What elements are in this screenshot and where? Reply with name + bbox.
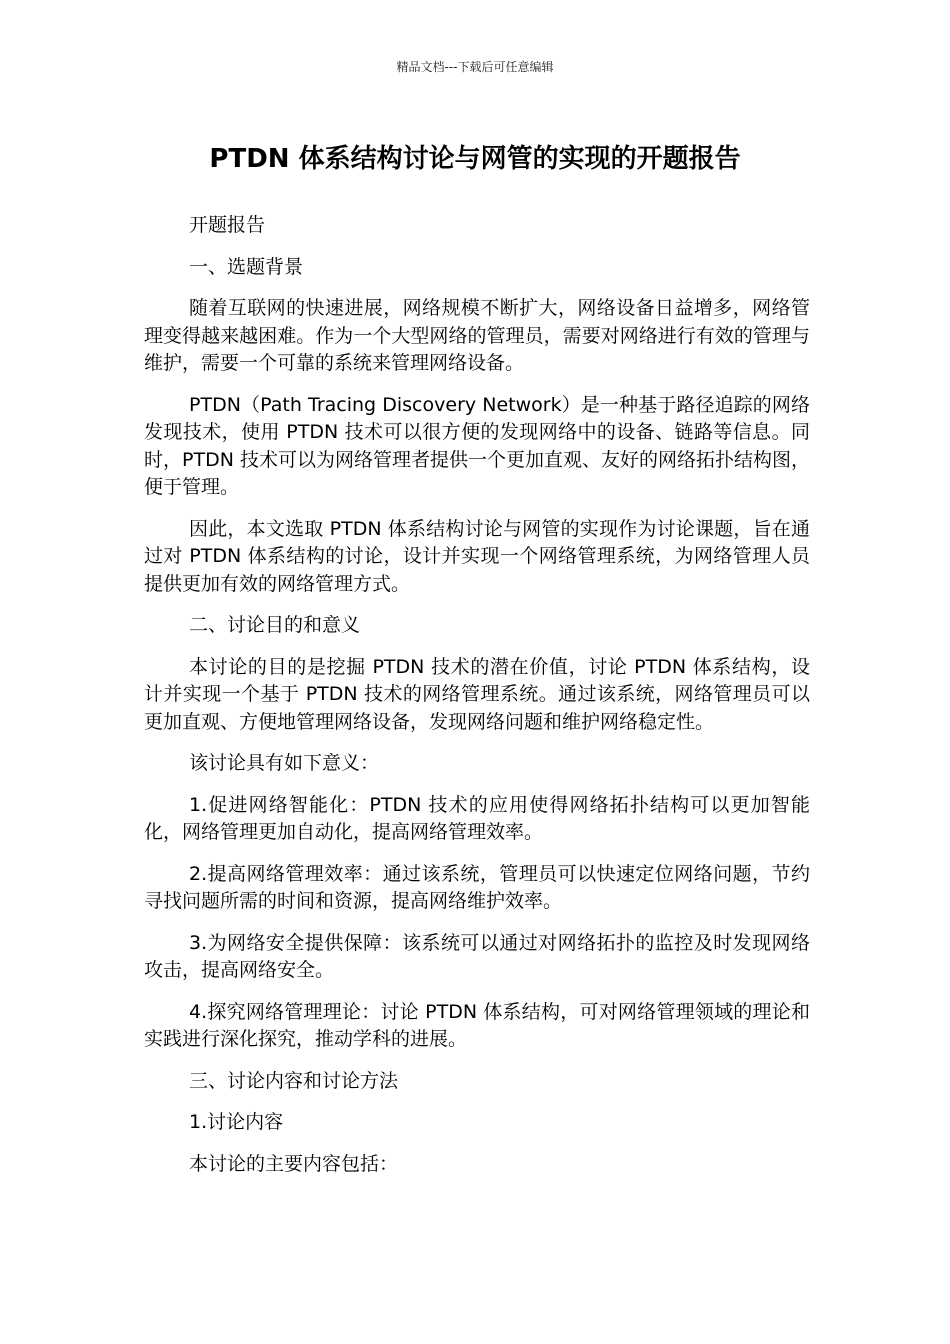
- paragraph: 1.促进网络智能化：PTDN 技术的应用使得网络拓扑结构可以更加智能化，网络管理更加自动化，提高网络管理效率。: [144, 793, 810, 843]
- paragraph: 3.为网络安全提供保障：该系统可以通过对网络拓扑的监控及时发现网络攻击，提高网络安全。: [144, 931, 810, 981]
- paragraph: 因此，本文选取 PTDN 体系结构讨论与网管的实现作为讨论课题，旨在通过对 PTDN 体系结构的讨论，设计并实现一个网络管理系统，为网络管理人员提供更加有效的网络管理方式。: [144, 517, 810, 595]
- section-heading: 一、选题背景: [189, 255, 304, 278]
- section-heading: 该讨论具有如下意义：: [189, 752, 380, 774]
- document-title: PTDN 体系结构讨论与网管的实现的开题报告: [209, 144, 741, 174]
- paragraph: 4.探究网络管理理论：讨论 PTDN 体系结构，可对网络管理领域的理论和实践进行深化探究，推动学科的进展。: [144, 1000, 810, 1050]
- section-heading: 1.讨论内容: [189, 1111, 284, 1133]
- document-body: [144, 212, 810, 1192]
- paragraph: 随着互联网的快速进展，网络规模不断扩大，网络设备日益增多，网络管理变得越来越困难。作为一个大型网络的管理员，需要对网络进行有效的管理与维护，需要一个可靠的系统来管理网络设备。: [144, 297, 810, 374]
- section-heading: 本讨论的主要内容包括：: [189, 1152, 399, 1175]
- paragraph: 本讨论的目的是挖掘 PTDN 技术的潜在价值，讨论 PTDN 体系结构，设计并实现一个基于 PTDN 技术的网络管理系统。通过该系统，网络管理员可以更加直观、方便地管理网络设备，发现网络问题和维护网络稳定性。: [144, 655, 810, 733]
- paragraph: PTDN（Path Tracing Discovery Network）是一种基于路径追踪的网络发现技术，使用 PTDN 技术可以很方便的发现网络中的设备、链路等信息。同时，PTDN 技术可以为网络管理者提供一个更加直观、友好的网络拓扑结构图，便于管理。: [144, 393, 810, 498]
- header-note: 精品文档---下载后可任意编辑: [396, 60, 554, 74]
- paragraph: 2.提高网络管理效率：通过该系统，管理员可以快速定位网络问题，节约寻找问题所需的时间和资源，提高网络维护效率。: [144, 862, 810, 912]
- section-heading: 三、讨论内容和讨论方法: [189, 1069, 399, 1092]
- section-heading: 二、讨论目的和意义: [189, 614, 361, 636]
- section-heading: 开题报告: [189, 214, 266, 236]
